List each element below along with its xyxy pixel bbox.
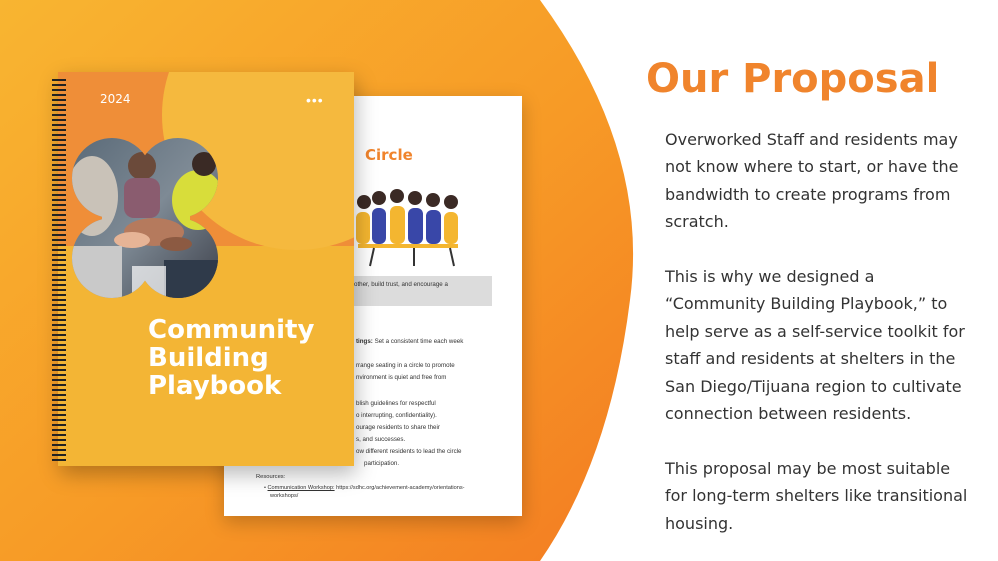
resource-link[interactable]: • Communication Workshop: https://sdhc.org/achievement-academy/orientations- workshops/: [264, 485, 465, 499]
document-line: o interrupting, confidentiality).: [356, 412, 437, 419]
paragraph-staff-challenge: Overworked Staff and residents may not know where to start, or have the bandwidth to create programs from scratch.: [665, 130, 959, 232]
group-discussion-illustration: [354, 172, 474, 268]
slide-title: Our Proposal: [646, 56, 940, 102]
document-line: ow different residents to lead the circle: [356, 448, 462, 455]
document-band-text: other, build trust, and encourage a: [354, 281, 448, 288]
notebook-spiral-binding: [48, 76, 70, 464]
playbook-notebook-cover: [58, 72, 354, 466]
document-line: participation.: [364, 460, 400, 467]
paragraph-suitability: This proposal may be most suitable for long-term shelters like transitional housing.: [665, 458, 968, 533]
document-line: nvironment is quiet and free from: [356, 374, 447, 381]
more-dots-icon: •••: [306, 92, 324, 108]
document-line: blish guidelines for respectful: [356, 400, 436, 407]
resources-label: Resources:: [256, 474, 286, 480]
document-line: s, and successes.: [356, 436, 406, 443]
cover-title: Community Building Playbook: [148, 315, 315, 401]
community-hands-photo: [72, 136, 220, 300]
document-line: rrange seating in a circle to promote: [356, 362, 455, 369]
document-heading: Circle: [365, 146, 413, 164]
document-line: ourage residents to share their: [356, 424, 440, 431]
cover-year: 2024: [100, 92, 131, 106]
document-line: tings: Set a consistent time each week: [356, 338, 464, 345]
proposal-body: [665, 126, 975, 561]
paragraph-playbook-purpose: This is why we designed a “Community Building Playbook,” to help serve as a self-service toolkit for staff and residents at shelters in the San Diego/Tijuana region to cultivate connection between residents.: [665, 267, 965, 424]
